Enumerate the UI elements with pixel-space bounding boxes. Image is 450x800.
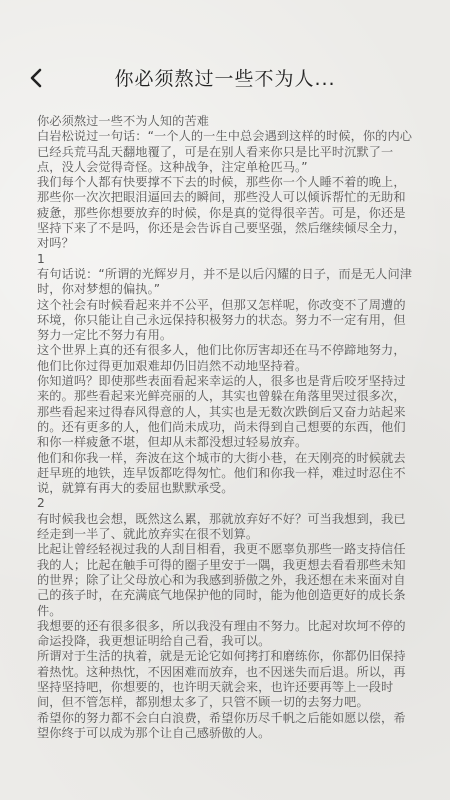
- section-number: 1: [37, 251, 45, 266]
- article-paragraph: 有时候我也会想，既然这么累，那就放弃好不好？可当我想到，我已经走到一半了、就此放弃实在很不划算。: [37, 511, 406, 542]
- section-number: 2: [37, 496, 45, 511]
- article-paragraph: 这个世界上真的还有很多人，他们比你厉害却还在马不停蹄地努力，他们比你过得更加艰难却仍旧岿然不动地坚持着。: [37, 343, 406, 373]
- article-paragraph: 比起让曾经轻视过我的人刮目相看，我更不愿辜负那些一路支持信任我的人；比起在触手可得的圈子里安于一隅，我更想去看看那些未知的世界；除了让父母放心和为我感到骄傲之外，我还想在未来面对自己的孩子时，在充满底气地保护他的同时，能为他创造更好的成长条件。: [37, 542, 406, 618]
- article-paragraph: 你知道吗？即使那些表面看起来幸运的人，很多也是背后咬牙坚持过来的。那些看起来光鲜亮丽的人，其实也曾躲在角落里哭过很多次，那些看起来过得春风得意的人，其实也是无数次跌倒后又奋力站起来的。还有更多的人，他们尚未成功，尚未得到自己想要的东西，他们和你一样疲惫不堪，但却从未都没想过轻易放弃。: [37, 374, 406, 450]
- top-bar: [0, 56, 450, 100]
- page-title: 你必须熬过一些不为人...: [114, 68, 336, 90]
- article-paragraph: 这个社会有时候看起来并不公平，但那又怎样呢，你改变不了周遭的环境，你只能让自己永远保持积极努力的状态。努力不一定有用，但努力一定比不努力有用。: [37, 297, 406, 343]
- article-paragraph: 所谓对于生活的执着，就是无论它如何拷打和磨练你，你都仍旧保持着热忱。这种热忱，不因困难而放弃，也不因迷失而后退。所以，再坚持坚持吧，你想要的，也许明天就会来，也许还要再等上一段时间，但不管怎样，都别想太多了，只管不顾一切的去努力吧。: [37, 649, 406, 710]
- article-paragraph: 你必须熬过一些不为人知的苦难: [37, 114, 210, 128]
- article-paragraph: 白岩松说过一句话：“一个人的一生中总会遇到这样的时候，你的内心已经兵荒马乱天翻地覆了，可是在别人看来你只是比平时沉默了一点，没人会觉得奇怪。这种战争，注定单枪匹马。”: [37, 129, 413, 174]
- article-paragraph: 有句话说：“所谓的光辉岁月，并不是以后闪耀的日子，而是无人问津时，你对梦想的偏执。”: [37, 266, 413, 297]
- article-body: [37, 114, 416, 741]
- article-paragraph: 我们每个人都有快要撑不下去的时候，那些你一个人睡不着的晚上，那些你一次次把眼泪逼回去的瞬间，那些没人可以倾诉帮忙的无助和疲惫，那些你想要放弃的时候，你是真的觉得很辛苦。可是，你还是坚持下来了不是吗，你还是会告诉自己要坚强，然后继续倾尽全力，对吗？: [37, 175, 406, 251]
- article-paragraph: 我想要的还有很多很多，所以我没有理由不努力。比起对坎坷不停的命运投降，我更想证明给自己看，我可以。: [37, 618, 406, 649]
- article-paragraph: 希望你的努力都不会白白浪费，希望你历尽千帆之后能如愿以偿，希望你终于可以成为那个让自己感骄傲的人。: [37, 710, 406, 740]
- article-paragraph: 他们和你我一样，奔波在这个城市的大街小巷，在天刚亮的时候就去赶早班的地铁，连早饭都吃得匆忙。他们和你我一样，难过时忍住不说，就算有再大的委屈也默默承受。: [37, 450, 406, 496]
